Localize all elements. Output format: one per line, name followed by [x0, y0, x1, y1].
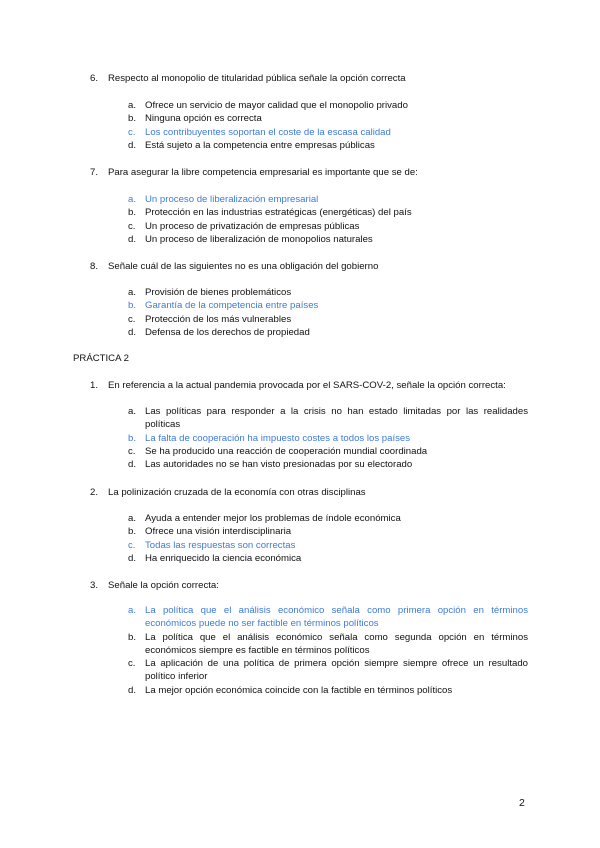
- question-text: En referencia a la actual pandemia provocada por el SARS-COV-2, señale la opción correcta:: [108, 380, 506, 391]
- option-d: d. Ha enriquecido la ciencia económica: [128, 552, 302, 564]
- question-number: 1.: [90, 380, 99, 391]
- option-a: a. Las políticas para responder a la crisis no han estado limitadas por las realidades políticas: [128, 406, 528, 431]
- question-number: 2.: [90, 487, 99, 498]
- option-b: b. La política que el análisis económico señala como segunda opción en términos económicos siempre es factible en términos políticos: [128, 631, 528, 656]
- section-title: PRÁCTICA 2: [73, 353, 129, 364]
- question-number: 3.: [90, 580, 99, 591]
- question-number: 6.: [90, 73, 99, 84]
- question-text: La polinización cruzada de la economía con otras disciplinas: [108, 487, 366, 498]
- option-a-correct: a. Un proceso de liberalización empresarial: [128, 194, 319, 205]
- option-a: a. Ofrece un servicio de mayor calidad que el monopolio privado: [128, 100, 408, 111]
- option-c-correct: c. Los contribuyentes soportan el coste de la escasa calidad: [128, 126, 391, 138]
- options-list-8: [128, 286, 528, 339]
- options-list-7: [128, 193, 528, 246]
- option-c-correct: c. Todas las respuestas son correctas: [128, 539, 296, 551]
- option-a: a. Provisión de bienes problemáticos: [128, 287, 292, 298]
- page-number: 2: [519, 797, 525, 809]
- option-c: c. Se ha producido una reacción de cooperación mundial coordinada: [128, 445, 428, 457]
- option-b-correct: b. La falta de cooperación ha impuesto costes a todos los países: [128, 432, 411, 444]
- question-text: Para asegurar la libre competencia empresarial es importante que se de:: [108, 167, 418, 178]
- option-c: c. Protección de los más vulnerables: [128, 313, 292, 325]
- question-text: Señale cuál de las siguientes no es una obligación del gobierno: [108, 261, 379, 272]
- option-d: d. Un proceso de liberalización de monopolios naturales: [128, 233, 373, 245]
- options-list-3: [128, 604, 528, 697]
- option-c: c. La aplicación de una política de primera opción siempre siempre ofrece un resultado político inferior: [128, 658, 528, 683]
- option-d: d. Defensa de los derechos de propiedad: [128, 326, 310, 338]
- option-d: d. La mejor opción económica coincide con la factible en términos políticos: [128, 684, 453, 696]
- question-number: 7.: [90, 167, 99, 178]
- question-text: Señale la opción correcta:: [108, 580, 219, 591]
- option-c: c. Un proceso de privatización de empresas públicas: [128, 220, 360, 232]
- option-a-correct: a. La política que el análisis económico señala como primera opción en términos económicos puede no ser factible en términos políticos: [128, 605, 528, 630]
- option-b: b. Ofrece una visión interdisciplinaria: [128, 526, 292, 538]
- options-list-2: [128, 512, 528, 565]
- question-number: 8.: [90, 261, 99, 272]
- option-d: d. Está sujeto a la competencia entre empresas públicas: [128, 139, 375, 151]
- option-b: b. Protección en las industrias estratégicas (energéticas) del país: [128, 207, 412, 219]
- question-text: Respecto al monopolio de titularidad pública señale la opción correcta: [108, 73, 406, 84]
- option-b-correct: b. Garantía de la competencia entre países: [128, 300, 319, 312]
- option-a: a. Ayuda a entender mejor los problemas de índole económica: [128, 513, 401, 524]
- options-list-1: [128, 405, 528, 471]
- option-b: b. Ninguna opción es correcta: [128, 113, 262, 125]
- option-d: d. Las autoridades no se han visto presionadas por su electorado: [128, 459, 413, 471]
- options-list-6: [128, 99, 528, 152]
